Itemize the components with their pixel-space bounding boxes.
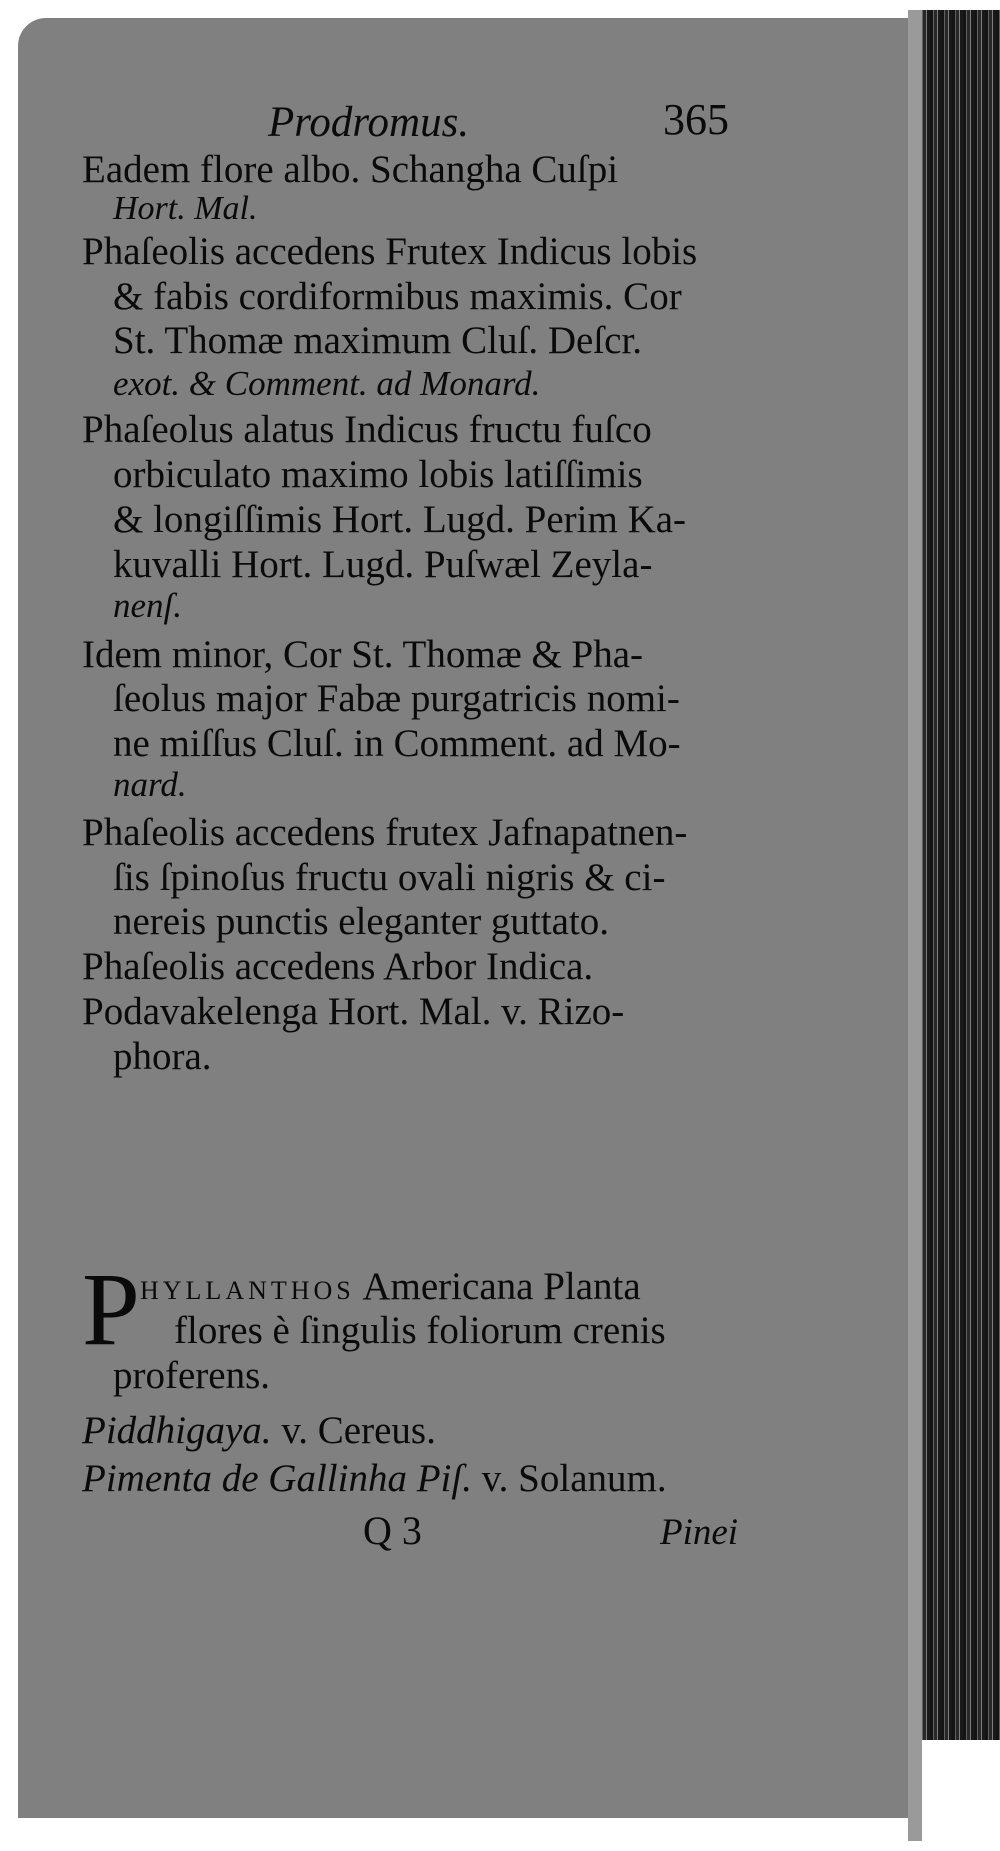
- text-span: Americana Planta: [362, 1265, 641, 1308]
- text-line: & longiſſimis Hort. Lugd. Perim Ka-: [113, 498, 687, 541]
- text-line: phora.: [113, 1035, 212, 1078]
- text-line: proferens.: [113, 1354, 271, 1397]
- text-span: Pimenta de Gallinha Piſ.: [82, 1457, 472, 1500]
- text-line: [82, 1456, 667, 1501]
- text-line: Podavakelenga Hort. Mal. v. Rizo-: [82, 990, 625, 1033]
- text-line: ſis ſpinoſus fructu ovali nigris & ci-: [113, 856, 666, 899]
- text-line: Idem minor, Cor St. Thomæ & Pha-: [82, 633, 644, 676]
- signature-mark: Q 3: [363, 1508, 422, 1553]
- text-span: v. Cereus.: [281, 1409, 436, 1452]
- text-line: exot. & Comment. ad Monard.: [113, 364, 541, 403]
- text-line: Eadem flore albo. Schangha Cuſpi: [82, 148, 619, 191]
- text-line: [140, 1264, 641, 1309]
- text-line: Phaſeolis accedens Arbor Indica.: [82, 945, 594, 988]
- drop-cap: P: [82, 1252, 140, 1367]
- text-line: Phaſeolus alatus Indicus fructu fuſco: [82, 408, 652, 451]
- page-edge: [908, 10, 1000, 1841]
- running-title: Prodromus.: [268, 99, 470, 146]
- text-line: Phaſeolis accedens Frutex Indicus lobis: [82, 230, 698, 273]
- catchword: Pinei: [660, 1512, 739, 1553]
- text-line: Hort. Mal.: [113, 190, 258, 227]
- text-line: ſeolus major Fabæ purgatricis nomi-: [113, 677, 680, 720]
- text-line: Phaſeolis accedens frutex Jafnapatnen-: [82, 811, 688, 854]
- text-line: orbiculato maximo lobis latiſſimis: [113, 453, 643, 496]
- text-line: flores è ſingulis foliorum crenis: [174, 1309, 666, 1352]
- smallcaps-heading: HYLLANTHOS: [140, 1276, 355, 1305]
- text-line: & fabis cordiformibus maximis. Cor: [113, 275, 682, 318]
- text-line: St. Thomæ maximum Cluſ. Deſcr.: [113, 319, 643, 362]
- text-span: Piddhigaya.: [82, 1409, 272, 1452]
- text-line: [82, 1408, 436, 1453]
- text-line: ne miſſus Cluſ. in Comment. ad Mo-: [113, 722, 681, 765]
- text-line: nereis punctis eleganter guttato.: [113, 900, 609, 943]
- text-line: nenſ.: [113, 586, 183, 625]
- page-number: 365: [663, 95, 729, 144]
- text-line: kuvalli Hort. Lugd. Puſwæl Zeyla-: [113, 543, 653, 586]
- text-line: nard.: [113, 765, 187, 804]
- text-span: v. Solanum.: [481, 1457, 667, 1500]
